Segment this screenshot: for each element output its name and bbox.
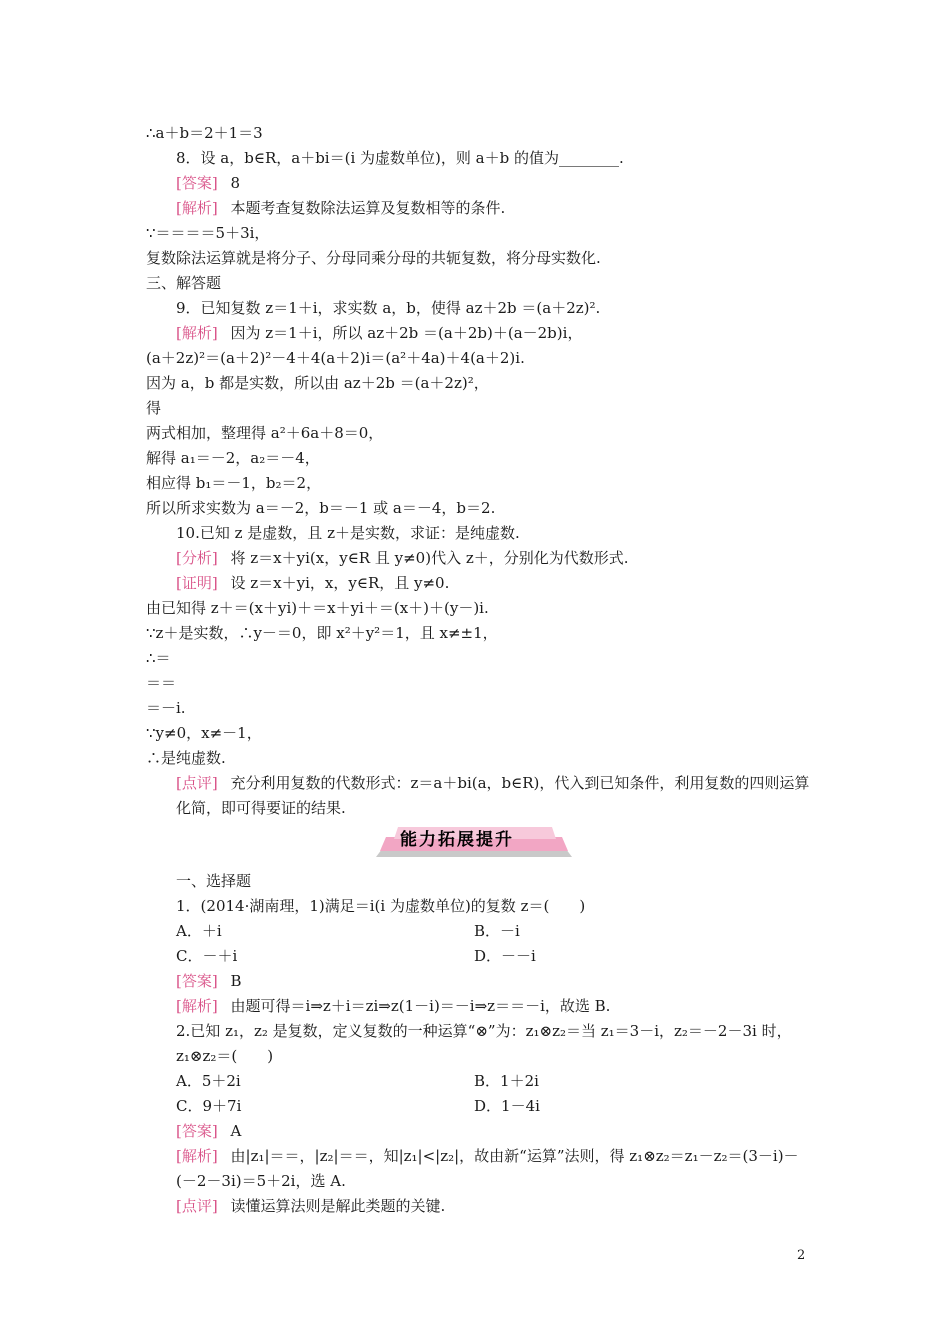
page-number: 2 xyxy=(797,1248,806,1263)
comment-text: 读懂运算法则是解此类题的关键. xyxy=(230,1197,446,1215)
analysis-tag: [ 解析 ] xyxy=(176,199,226,217)
analysis-tag: [ 解析 ] xyxy=(176,997,226,1015)
text-line: ∵y≠0，x≠－1， xyxy=(146,724,262,742)
answer-line xyxy=(146,969,810,994)
options-row xyxy=(146,919,810,944)
comment-line xyxy=(146,771,810,821)
analysis-text: 由|z₁|＝＝，|z₂|＝＝，知|z₁|<|z₂|，故由新“运算”法则，得 z₁⊗z₂＝z₁－z₂＝(3－i)－(－2－3i)＝5＋2i，选 A. xyxy=(176,1147,799,1190)
text-line: 所以所求实数为 a＝－2，b＝－1 或 a＝－4，b＝2. xyxy=(146,499,496,517)
answer-text: 8 xyxy=(230,174,241,192)
answer-tag: [ 答案 ] xyxy=(176,174,226,192)
section-heading: 三、解答题 xyxy=(146,274,222,292)
text-line: (a＋2z)²＝(a＋2)²－4＋4(a＋2)i＝(a²＋4a)＋4(a＋2)i. xyxy=(146,349,525,367)
answer-line xyxy=(146,1119,810,1144)
text-line: ∴是纯虚数. xyxy=(146,749,226,767)
text-line: ∵＝＝＝＝5＋3i， xyxy=(146,224,270,242)
text-line: ∵z＋是实数，∴y－＝0，即 x²＋y²＝1，且 x≠±1， xyxy=(146,624,498,642)
answer-tag: [ 答案 ] xyxy=(176,972,226,990)
question-8: 8．设 a，b∈R，a＋bi＝(i 为虚数单位)，则 a＋b 的值为________. xyxy=(176,149,624,167)
question-2: 2.已知 z₁，z₂ 是复数，定义复数的一种运算“⊗”为：z₁⊗z₂＝当 z₁＝3－i，z₂＝－2－3i 时，z₁⊗z₂＝( ) xyxy=(176,1022,792,1065)
options-row xyxy=(146,1069,810,1094)
comment-tag: [ 点评 ] xyxy=(176,774,226,792)
analysis-text: 本题考查复数除法运算及复数相等的条件. xyxy=(230,199,506,217)
option-d: D．－－i xyxy=(474,947,536,965)
text-line: ＝＝ xyxy=(146,674,177,692)
page-content xyxy=(146,121,810,1219)
text-line: 得 xyxy=(146,399,162,417)
option-c: C．9＋7i xyxy=(176,1097,242,1115)
question-10: 10.已知 z 是虚数，且 z＋是实数，求证：是纯虚数. xyxy=(176,524,520,542)
proof-tag: [ 证明 ] xyxy=(176,574,226,592)
analysis-line xyxy=(146,196,810,221)
answer-tag: [ 答案 ] xyxy=(176,1122,226,1140)
options-row xyxy=(146,1094,810,1119)
comment-text: 充分利用复数的代数形式：z＝a＋bi(a，b∈R)，代入到已知条件，利用复数的四则运算化简，即可得要证的结果. xyxy=(176,774,810,817)
option-a: A．5＋2i xyxy=(176,1072,241,1090)
analysis-text: 因为 z＝1＋i，所以 az＋2b ＝(a＋2b)＋(a－2b)i， xyxy=(230,324,583,342)
option-c: C．－＋i xyxy=(176,947,238,965)
text-line: ∴a＋b＝2＋1＝3 xyxy=(146,124,263,142)
analysis-line xyxy=(146,546,810,571)
options-row xyxy=(146,944,810,969)
analysis-tag: [ 解析 ] xyxy=(176,324,226,342)
section-banner xyxy=(146,823,810,861)
option-d: D．1－4i xyxy=(474,1097,540,1115)
analysis-tag: [ 解析 ] xyxy=(176,1147,226,1165)
text-line: 两式相加，整理得 a²＋6a＋8＝0， xyxy=(146,424,384,442)
option-b: B．－i xyxy=(474,922,520,940)
answer-text: B xyxy=(230,972,242,990)
comment-line xyxy=(146,1194,810,1219)
text-line: 因为 a，b 都是实数，所以由 az＋2b ＝(a＋2z)²， xyxy=(146,374,489,392)
analysis-tag: [ 分析 ] xyxy=(176,549,226,567)
text-line: 解得 a₁＝－2，a₂＝－4， xyxy=(146,449,320,467)
answer-text: A xyxy=(230,1122,242,1140)
question-9: 9．已知复数 z＝1＋i，求实数 a，b，使得 az＋2b ＝(a＋2z)². xyxy=(176,299,601,317)
option-b: B．1＋2i xyxy=(474,1072,539,1090)
comment-tag: [ 点评 ] xyxy=(176,1197,226,1215)
analysis-text: 由题可得＝i⇒z＋i＝zi⇒z(1－i)＝－i⇒z＝＝－i，故选 B. xyxy=(230,997,611,1015)
analysis-line xyxy=(146,994,810,1019)
text-line: 复数除法运算就是将分子、分母同乘分母的共轭复数，将分母实数化. xyxy=(146,249,601,267)
banner-title: 能力拓展提升 xyxy=(400,830,514,850)
analysis-text: 将 z＝x＋yi(x，y∈R 且 y≠0)代入 z＋，分别化为代数形式. xyxy=(230,549,629,567)
analysis-line xyxy=(146,321,810,346)
question-1: 1．(2014·湖南理，1)满足＝i(i 为虚数单位)的复数 z＝( ) xyxy=(176,897,586,915)
text-line: 相应得 b₁＝－1，b₂＝2， xyxy=(146,474,322,492)
answer-line xyxy=(146,171,810,196)
proof-text: 设 z＝x＋yi，x，y∈R，且 y≠0. xyxy=(230,574,450,592)
option-a: A．＋i xyxy=(176,922,222,940)
text-line: ＝－i. xyxy=(146,699,186,717)
section-heading: 一、选择题 xyxy=(176,872,252,890)
analysis-line xyxy=(146,1144,810,1194)
proof-line xyxy=(146,571,810,596)
text-line: ∴＝ xyxy=(146,649,171,667)
text-line: 由已知得 z＋＝(x＋yi)＋＝x＋yi＋＝(x＋)＋(y－)i. xyxy=(146,599,489,617)
